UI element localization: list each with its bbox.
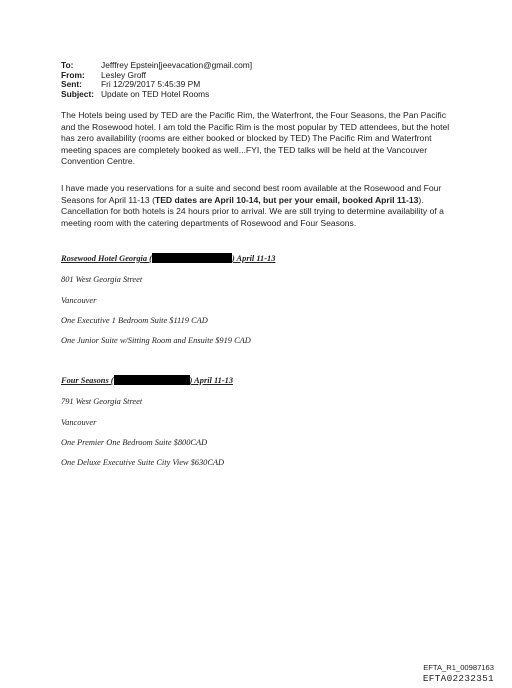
rosewood-room-1: One Executive 1 Bedroom Suite $1119 CAD [61,316,208,325]
to-value: Jefffrey Epstein[jeevacation@gmail.com] [101,60,253,70]
four-seasons-room-1: One Premier One Bedroom Suite $800CAD [61,438,208,447]
footer-reference-1: EFTA_R1_00987163 [423,663,494,672]
paragraph2-bold: TED dates are April 10-14, but per your email, booked April 11-13 [154,194,419,205]
four-seasons-title-suffix: ) April 11-13 [189,376,234,385]
from-label: From: [61,69,85,80]
subject-label: Subject: [61,88,95,99]
paragraph2-text-1: I have made you reservations for a suite and second best room available at the Rosewood and Four Seasons for April 11-13 ( [61,183,442,205]
footer-reference-2: EFTA02232351 [422,673,494,684]
subject-row [61,90,252,100]
rosewood-city: Vancouver [61,296,97,305]
paragraph2-text-2: ). Cancellation for both hotels is 24 hours prior to arrival. We are still trying to determine availability of a meeting room with the catering departments of Rosewood and Four Seasons. [61,194,444,228]
subject-value: Update on TED Hotel Rooms [101,88,210,99]
rosewood-address: 801 West Georgia Street [61,275,143,284]
body-paragraph-2 [61,183,459,229]
rosewood-room-2: One Junior Suite w/Sitting Room and Ensuite $919 CAD [61,336,251,345]
four-seasons-address: 791 West Georgia Street [61,397,143,406]
four-seasons-city: Vancouver [61,418,97,427]
rosewood-title-suffix: ) April 11-13 [231,254,276,263]
body-paragraph-1: The Hotels being used by TED are the Pacific Rim, the Waterfront, the Four Seasons, the Pan Pacific and the Rosewood hotel. I am told the Pacific Rim is the most popular by TED attendees, but the hotel has zero availability (rooms are either booked or blocked by TED) The Pacific Rim and Waterfront meeting spaces are completely booked as well...FYI, the TED talks will be held at the Vancouver Convention Centre. [61,110,450,167]
sent-label: Sent: [61,79,82,90]
rosewood-title [61,253,275,264]
four-seasons-title [61,375,233,386]
redaction-block [114,375,190,385]
from-value: Lesley Groff [101,69,146,80]
to-label: To: [61,60,74,70]
four-seasons-room-2: One Deluxe Executive Suite City View $630CAD [61,458,225,467]
to-row [61,61,252,71]
rosewood-title-prefix: Rosewood Hotel Georgia ( [61,254,152,263]
sent-value: Fri 12/29/2017 5:45:39 PM [101,79,201,90]
redaction-block [152,253,232,263]
four-seasons-title-prefix: Four Seasons ( [61,376,114,385]
email-header [61,61,252,99]
